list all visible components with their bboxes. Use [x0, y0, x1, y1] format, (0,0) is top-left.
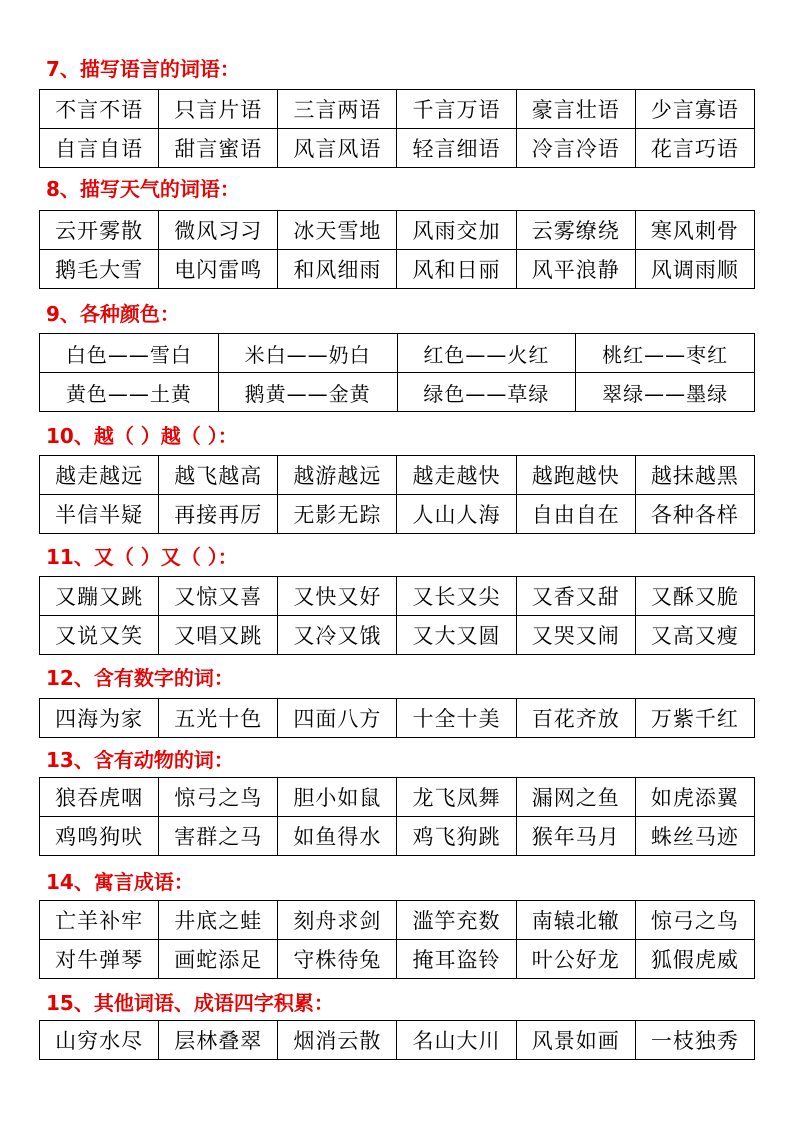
word-cell: 又唱又跳 — [159, 616, 278, 655]
word-cell: 烟消云散 — [278, 1021, 397, 1060]
word-cell: 千言万语 — [397, 90, 516, 129]
word-cell: 越飞越高 — [159, 456, 278, 495]
word-cell: 又快又好 — [278, 577, 397, 616]
table-row — [40, 817, 755, 856]
word-cell: 电闪雷鸣 — [159, 250, 278, 289]
word-cell: 只言片语 — [159, 90, 278, 129]
word-cell: 桃红——枣红 — [576, 334, 755, 373]
table-row — [40, 129, 755, 168]
word-cell: 南辕北辙 — [516, 901, 635, 940]
word-cell: 又高又瘦 — [635, 616, 754, 655]
word-cell: 井底之蛙 — [159, 901, 278, 940]
word-cell: 四海为家 — [40, 699, 159, 738]
table-row — [40, 373, 755, 412]
word-table — [39, 777, 755, 856]
table-row — [40, 940, 755, 979]
word-cell: 翠绿——墨绿 — [576, 373, 755, 412]
word-cell: 自由自在 — [516, 495, 635, 534]
word-cell: 惊弓之鸟 — [159, 778, 278, 817]
word-cell: 层林叠翠 — [159, 1021, 278, 1060]
word-cell: 风言风语 — [278, 129, 397, 168]
word-cell: 寒风刺骨 — [635, 211, 754, 250]
word-table — [39, 698, 755, 738]
word-cell: 越走越快 — [397, 456, 516, 495]
word-cell: 甜言蜜语 — [159, 129, 278, 168]
word-cell: 黄色——土黄 — [40, 373, 219, 412]
word-cell: 猴年马月 — [516, 817, 635, 856]
word-cell: 鸡鸣狗吠 — [40, 817, 159, 856]
word-cell: 越游越远 — [278, 456, 397, 495]
table-row — [40, 901, 755, 940]
word-table — [39, 333, 755, 412]
word-cell: 微风习习 — [159, 211, 278, 250]
section-heading: 11、又（ ）又（ ）： — [46, 545, 238, 569]
word-cell: 掩耳盗铃 — [397, 940, 516, 979]
word-cell: 绿色——草绿 — [397, 373, 576, 412]
table-row — [40, 577, 755, 616]
word-cell: 守株待兔 — [278, 940, 397, 979]
word-cell: 又酥又脆 — [635, 577, 754, 616]
word-cell: 对牛弹琴 — [40, 940, 159, 979]
section-heading: 7、描写语言的词语： — [46, 57, 240, 81]
word-cell: 如鱼得水 — [278, 817, 397, 856]
word-cell: 轻言细语 — [397, 129, 516, 168]
word-cell: 半信半疑 — [40, 495, 159, 534]
word-cell: 无影无踪 — [278, 495, 397, 534]
word-cell: 如虎添翼 — [635, 778, 754, 817]
word-cell: 鹅毛大雪 — [40, 250, 159, 289]
word-cell: 十全十美 — [397, 699, 516, 738]
word-cell: 豪言壮语 — [516, 90, 635, 129]
word-cell: 越跑越快 — [516, 456, 635, 495]
word-cell: 龙飞凤舞 — [397, 778, 516, 817]
word-cell: 风和日丽 — [397, 250, 516, 289]
word-cell: 又长又尖 — [397, 577, 516, 616]
word-cell: 滥竽充数 — [397, 901, 516, 940]
word-cell: 花言巧语 — [635, 129, 754, 168]
word-cell: 人山人海 — [397, 495, 516, 534]
word-cell: 又蹦又跳 — [40, 577, 159, 616]
word-cell: 再接再厉 — [159, 495, 278, 534]
word-cell: 又冷又饿 — [278, 616, 397, 655]
word-cell: 四面八方 — [278, 699, 397, 738]
table-row — [40, 456, 755, 495]
word-cell: 不言不语 — [40, 90, 159, 129]
word-table — [39, 576, 755, 655]
word-cell: 五光十色 — [159, 699, 278, 738]
word-table — [39, 210, 755, 289]
word-cell: 惊弓之鸟 — [635, 901, 754, 940]
table-row — [40, 250, 755, 289]
word-cell: 白色——雪白 — [40, 334, 219, 373]
word-cell: 越走越远 — [40, 456, 159, 495]
word-table — [39, 1020, 755, 1060]
word-cell: 狼吞虎咽 — [40, 778, 159, 817]
word-cell: 害群之马 — [159, 817, 278, 856]
word-cell: 风平浪静 — [516, 250, 635, 289]
word-cell: 冷言冷语 — [516, 129, 635, 168]
word-cell: 又说又笑 — [40, 616, 159, 655]
word-cell: 万紫千红 — [635, 699, 754, 738]
word-cell: 鸡飞狗跳 — [397, 817, 516, 856]
word-cell: 山穷水尽 — [40, 1021, 159, 1060]
table-row — [40, 90, 755, 129]
word-table — [39, 89, 755, 168]
word-cell: 风景如画 — [516, 1021, 635, 1060]
word-cell: 狐假虎威 — [635, 940, 754, 979]
section-heading: 8、描写天气的词语： — [46, 177, 240, 201]
table-row — [40, 495, 755, 534]
word-cell: 红色——火红 — [397, 334, 576, 373]
word-cell: 叶公好龙 — [516, 940, 635, 979]
word-cell: 画蛇添足 — [159, 940, 278, 979]
word-cell: 蛛丝马迹 — [635, 817, 754, 856]
section-heading: 10、越（ ）越（ ）： — [46, 424, 238, 448]
word-cell: 三言两语 — [278, 90, 397, 129]
section-heading: 13、含有动物的词： — [46, 748, 234, 772]
table-row — [40, 334, 755, 373]
table-row — [40, 616, 755, 655]
table-row — [40, 778, 755, 817]
word-cell: 自言自语 — [40, 129, 159, 168]
word-cell: 风调雨顺 — [635, 250, 754, 289]
word-cell: 鹅黄——金黄 — [218, 373, 397, 412]
word-cell: 米白——奶白 — [218, 334, 397, 373]
table-row — [40, 211, 755, 250]
word-cell: 云雾缭绕 — [516, 211, 635, 250]
word-cell: 又大又圆 — [397, 616, 516, 655]
word-cell: 漏网之鱼 — [516, 778, 635, 817]
table-row — [40, 1021, 755, 1060]
word-cell: 名山大川 — [397, 1021, 516, 1060]
section-heading: 15、其他词语、成语四字积累： — [46, 991, 334, 1015]
word-cell: 刻舟求剑 — [278, 901, 397, 940]
word-cell: 又惊又喜 — [159, 577, 278, 616]
word-cell: 又香又甜 — [516, 577, 635, 616]
word-cell: 各种各样 — [635, 495, 754, 534]
word-cell: 少言寡语 — [635, 90, 754, 129]
word-table — [39, 900, 755, 979]
word-cell: 云开雾散 — [40, 211, 159, 250]
word-cell: 冰天雪地 — [278, 211, 397, 250]
word-cell: 亡羊补牢 — [40, 901, 159, 940]
word-cell: 一枝独秀 — [635, 1021, 754, 1060]
word-cell: 又哭又闹 — [516, 616, 635, 655]
word-cell: 百花齐放 — [516, 699, 635, 738]
section-heading: 12、含有数字的词： — [46, 666, 234, 690]
section-heading: 9、各种颜色： — [46, 302, 180, 326]
word-cell: 胆小如鼠 — [278, 778, 397, 817]
section-heading: 14、寓言成语： — [46, 870, 194, 894]
word-table — [39, 455, 755, 534]
word-cell: 越抹越黑 — [635, 456, 754, 495]
word-cell: 和风细雨 — [278, 250, 397, 289]
table-row — [40, 699, 755, 738]
word-cell: 风雨交加 — [397, 211, 516, 250]
